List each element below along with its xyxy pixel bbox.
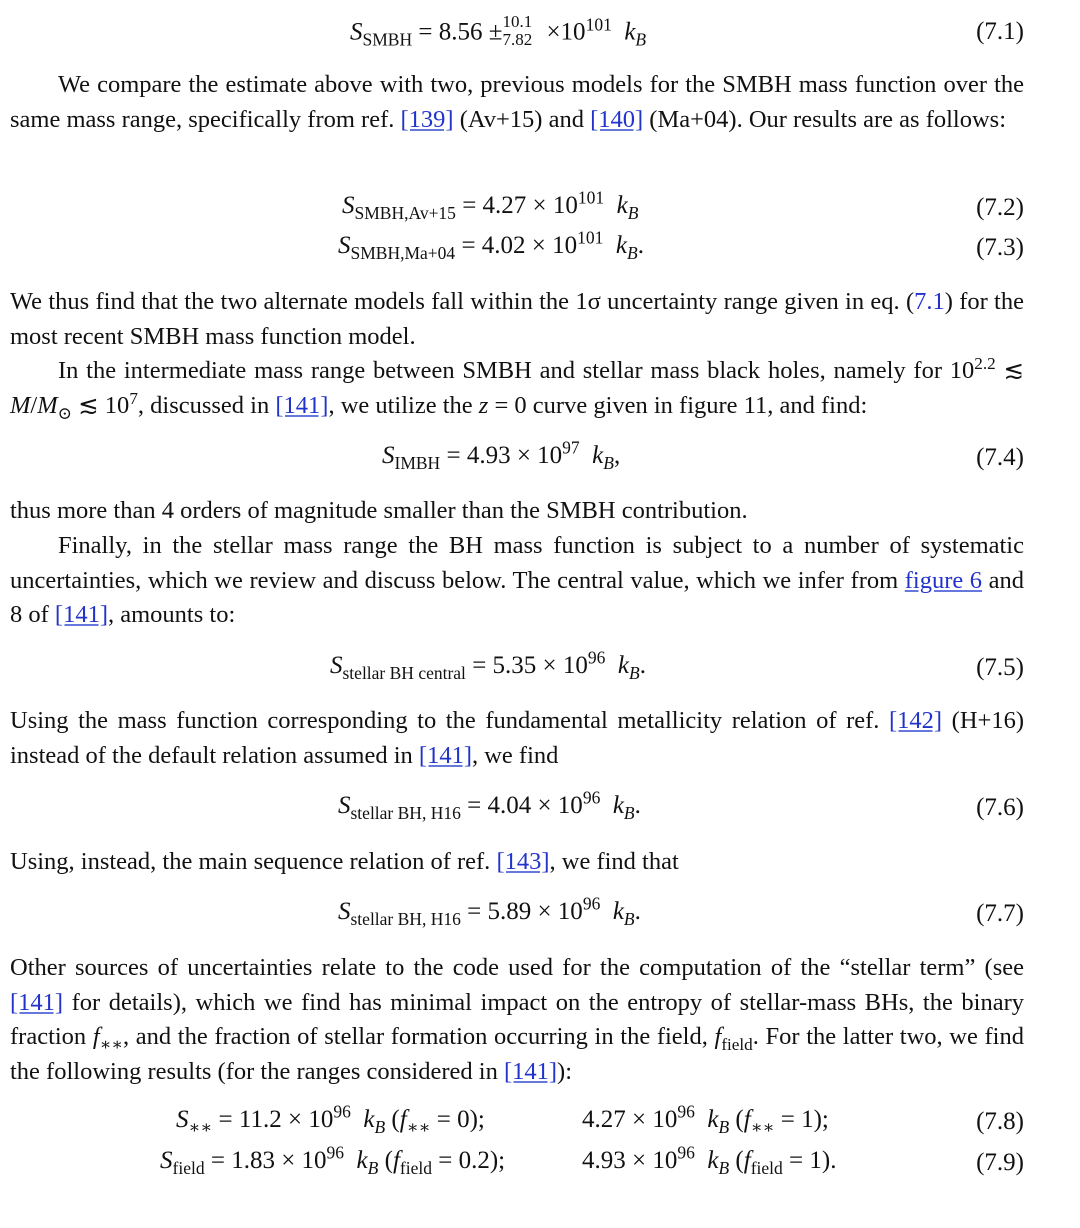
text: (Ma+04). Our results are as follows: [643,105,1007,133]
eq-subscript: field [750,1158,783,1178]
figure-link-6[interactable]: figure 6 [904,566,983,594]
text: ): [557,1057,572,1085]
eq-subscript: stellar BH, H16 [350,803,461,823]
binary-fraction-symbol: f [92,1023,100,1050]
eq-subscript: stellar BH, H16 [350,909,461,929]
text: , and the fraction of stellar formation occurring in the field, [122,1023,715,1050]
eq-exponent: 101 [577,187,605,208]
eq-exponent: 96 [677,1101,695,1122]
citation-link-139[interactable]: [139] [400,105,454,133]
text: , amounts to: [108,601,236,628]
eq-symbol: S [338,792,351,819]
eq-unit: k [592,442,604,469]
eq-punct: . [634,898,641,925]
equation-7-9-left: $S_{field} = 1.83 \times 10^{96}$ $k_B$ $(f_{field} = 0.2)$; [160,1142,506,1178]
equation-number: (7.6) [976,794,1024,821]
eq-condition: 0 [457,1106,470,1133]
citation-link-140[interactable]: [140] [590,105,644,133]
eq-value: 4.93 [582,1147,626,1174]
citation-link-141[interactable]: [141] [418,741,472,769]
eq-exponent: 96 [582,893,601,914]
equation-number: (7.3) [976,234,1024,261]
paragraph-other-uncertainties [10,951,1024,1089]
error-up: 10.1 [502,12,533,31]
mass-lower-exponent: 2.2 [974,353,996,373]
eq-condition: 0.2 [458,1147,490,1174]
text: Using, instead, the main sequence relation of ref. [10,848,497,875]
citation-link-143[interactable]: [143] [496,848,550,875]
mass-upper-exponent: 7 [129,388,138,408]
text: , discussed in [137,391,276,419]
redshift-variable: z [478,391,489,419]
eq-value: 5.35 [492,652,537,679]
text: We compare the estimate above with two, previous models for the SMBH mass function over the same mass range, specifically from ref. [10,71,1024,133]
eq-value: 5.89 [487,898,532,925]
equation-number: (7.5) [976,654,1024,681]
equation-number: (7.8) [976,1108,1024,1135]
text: , we find that [549,848,679,875]
symbol-subscript: field [721,1034,753,1054]
paragraph-imbh: In the intermediate mass range between SMBH and stellar mass black holes, namely for $10^{2.2}$ ≲ $M/M_⊙$ ≲ $10^7$, discussed in [141], we utilize the z = 0 curve given in figure 11, and find: [10,353,1024,423]
text: , we utilize the [328,391,479,419]
eq-fvar: f [743,1147,751,1174]
eq-subscript: field [399,1158,432,1178]
eq-unit: k [615,232,628,259]
paragraph-stellar-range [10,529,1024,633]
eq-unit-sub: B [623,909,635,929]
text: and 8 of [10,566,1025,628]
equation-number: (7.1) [976,18,1024,45]
equation-7-7: $S_{stellar BH, H16} = 5.89 \times 10^{96}$ $k_B$. [338,893,641,929]
eq-exponent: 101 [577,227,604,248]
eq-unit: k [617,652,630,679]
equation-7-9-right: $4.93 \times 10^{96}$ $k_B$ $(f_{field} = 1)$. [582,1142,837,1178]
text: = 0 curve given in figure 11, and find: [488,391,868,419]
eq-condition: 1 [801,1106,814,1133]
equation-7-3: $S_{SMBH,Ma+04} = 4.02 \times 10^{101}$ $k_B$. [338,227,644,263]
equation-number: (7.4) [976,444,1024,471]
paragraph-model-comparison [10,68,1024,137]
text: Other sources of uncertainties relate to the code used for the computation of the “stellar term” (see [10,954,1024,981]
eq-value: 11.2 [238,1106,282,1133]
text: Using the mass function corresponding to the fundamental metallicity relation of ref. [10,707,890,734]
eq-subscript: IMBH [394,453,441,473]
eq-punct: . [639,652,646,679]
eq-value: 4.27 [482,192,527,219]
citation-link-141[interactable]: [141] [54,601,108,628]
asymmetric-error [502,12,546,52]
equation-link-7-1[interactable]: 7.1 [914,288,945,315]
eq-punct: , [613,442,621,469]
eq-fvar: f [399,1106,407,1133]
eq-symbol: S [338,232,351,259]
eq-subscript: ∗∗ [406,1117,431,1137]
text: (H+16) instead of the default relation assumed in [10,707,1025,769]
citation-link-142[interactable]: [142] [889,707,943,734]
eq-unit: k [616,192,628,219]
text: , we find [471,741,559,769]
eq-value: 4.02 [481,232,526,259]
equation-7-1: $S_{SMBH} = 8.56$ ± 10.1 7.82 $\times 10^{101}$ $k_B$ [350,16,646,56]
eq-subscript: field [172,1158,205,1178]
eq-exponent: 101 [585,14,612,35]
paragraph-orders [10,494,1024,529]
citation-link-141[interactable]: [141] [275,391,329,419]
paragraph-metallicity [10,704,1024,773]
eq-value: 4.93 [466,442,511,469]
eq-fvar: f [392,1147,400,1174]
eq-unit: k [612,792,624,819]
equation-7-6: $S_{stellar BH, H16} = 4.04 \times 10^{96}$ $k_B$. [338,787,641,823]
citation-link-141[interactable]: [141] [503,1057,558,1085]
eq-exponent: 97 [562,437,580,458]
eq-exponent: 96 [333,1101,351,1122]
eq-subscript: SMBH,Ma+04 [350,243,456,263]
eq-subscript: ∗∗ [750,1117,775,1137]
eq-symbol: S [160,1147,173,1174]
equation-number: (7.2) [976,194,1024,221]
text: thus more than 4 orders of magnitude smaller than the SMBH contribution. [10,497,748,524]
text: Finally, in the stellar mass range the BH mass function is subject to a number of systematic uncertainties, which we review and discuss below. The central value, which we infer from [10,532,1024,594]
eq-value: 8.56 [438,18,483,46]
equation-7-8-right: $4.27 \times 10^{96}$ $k_B$ $(f_{∗∗} = 1)$; [582,1101,829,1137]
eq-punct: . [634,792,641,819]
eq-symbol: S [330,652,343,679]
text: (Av+15) and [453,105,591,133]
eq-symbol: S [176,1106,189,1133]
eq-condition: 1 [809,1147,822,1174]
eq-exponent: 96 [326,1142,345,1163]
eq-fvar: f [743,1106,751,1133]
text: We thus find that the two alternate models fall within the 1σ uncertainty range given in eq. ( [10,288,915,315]
equation-7-5: $S_{stellar BH central} = 5.35 \times 10^{96}$ $k_B$. [330,647,646,683]
eq-unit-sub: B [629,663,640,683]
eq-unit: k [612,898,624,925]
eq-subscript: SMBH [362,29,413,50]
eq-unit-sub: B [627,203,639,223]
eq-punct: . [637,232,644,259]
text: for details), which we find has minimal impact on the entropy of stellar-mass BHs, the binary fraction [10,988,1024,1050]
error-down: 7.82 [502,30,533,49]
eq-exponent: 96 [582,787,601,808]
eq-symbol: S [342,192,355,219]
eq-value: 1.83 [231,1147,275,1174]
equation-7-4: $S_{IMBH} = 4.93 \times 10^{97}$ $k_B$, [382,437,621,473]
eq-subscript: SMBH,Av+15 [354,203,456,223]
equation-number: (7.7) [976,900,1024,927]
equation-7-8-left: $S_{∗∗} = 11.2 \times 10^{96}$ $k_B$ $(f_{∗∗} = 0)$; [176,1101,485,1137]
paragraph-main-sequence [10,845,1024,880]
citation-link-141[interactable]: [141] [10,988,64,1016]
eq-subscript: ∗∗ [188,1117,213,1137]
eq-exponent: 96 [587,647,606,668]
text: In the intermediate mass range between SMBH and stellar mass black holes, namely for [58,357,950,384]
symbol-subscript: ∗∗ [99,1034,123,1054]
eq-unit-sub: B [603,453,614,473]
eq-unit-sub: B [635,29,647,50]
field-fraction-symbol: f [714,1023,722,1050]
eq-exponent: 96 [677,1142,695,1163]
eq-symbol: S [350,18,363,46]
text: ) for the most recent SMBH mass function model. [10,288,1024,350]
eq-unit-sub: B [627,243,638,263]
equation-7-2: $S_{SMBH,Av+15} = 4.27 \times 10^{101}$ $k_B$ [342,187,639,223]
text: . For the latter two, we find the following results (for the ranges considered in [10,1023,1024,1085]
eq-symbol: S [338,898,351,925]
eq-unit-sub: B [623,803,635,823]
eq-value: 4.04 [487,792,532,819]
equation-number: (7.9) [976,1149,1024,1176]
eq-value: 4.27 [582,1106,626,1133]
eq-unit: k [624,18,636,46]
paragraph-uncertainty [10,285,1024,354]
eq-subscript: stellar BH central [342,663,466,683]
eq-symbol: S [382,442,395,469]
